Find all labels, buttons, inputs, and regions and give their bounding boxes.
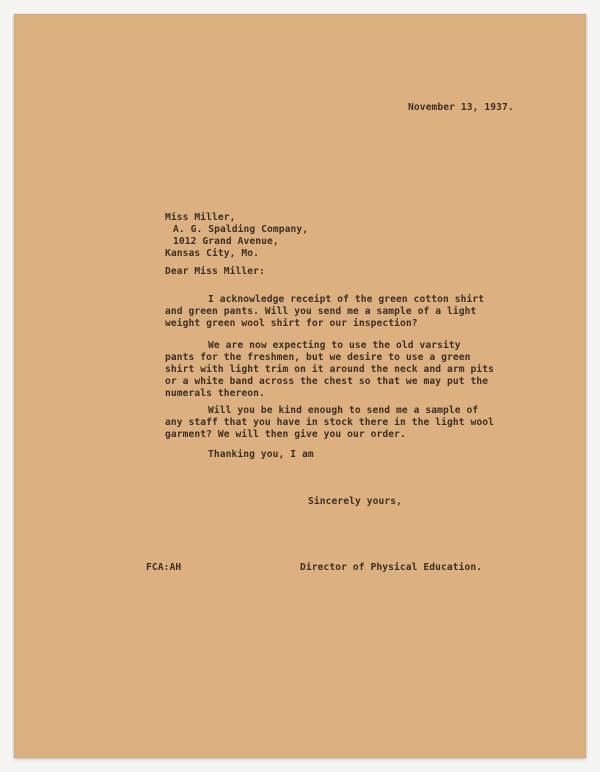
recipient-street: 1012 Grand Avenue,	[173, 236, 279, 247]
paragraph-1	[165, 294, 484, 330]
paragraph-line: weight green wool shirt for our inspection?	[165, 318, 418, 329]
paragraph-line: shirt with light trim on it around the neck and arm pits	[165, 364, 495, 375]
salutation: Dear Miss Miller:	[165, 266, 265, 277]
paragraph-line: We are now expecting to use the old varsity	[208, 340, 461, 351]
paragraph-line: any staff that you have in stock there in the light wool	[165, 417, 495, 428]
typist-initials: FCA:AH	[146, 562, 182, 573]
paragraph-line: I acknowledge receipt of the green cotton shirt	[208, 294, 485, 305]
paragraph-line: numerals thereon.	[165, 388, 265, 399]
paragraph-line: Will you be kind enough to send me a sample of	[208, 405, 479, 416]
recipient-address-block	[165, 212, 308, 260]
paragraph-line: or a white band across the chest so that we may put the	[165, 376, 489, 387]
signature-title: Director of Physical Education.	[300, 562, 483, 573]
paragraph-line: and green pants. Will you send me a sample of a light	[165, 306, 477, 317]
letter-date: November 13, 1937.	[408, 102, 514, 113]
paragraph-2	[165, 340, 494, 400]
paragraph-line: pants for the freshmen, but we desire to use a green	[165, 352, 471, 363]
complimentary-close: Sincerely yours,	[308, 496, 403, 507]
closing-line: Thanking you, I am	[208, 449, 314, 460]
paragraph-3	[165, 405, 494, 441]
recipient-name: Miss Miller,	[165, 212, 236, 223]
letter-page	[14, 14, 586, 758]
recipient-city: Kansas City, Mo.	[165, 248, 260, 259]
recipient-company: A. G. Spalding Company,	[173, 224, 309, 235]
paragraph-line: garment? We will then give you our order.	[165, 429, 406, 440]
